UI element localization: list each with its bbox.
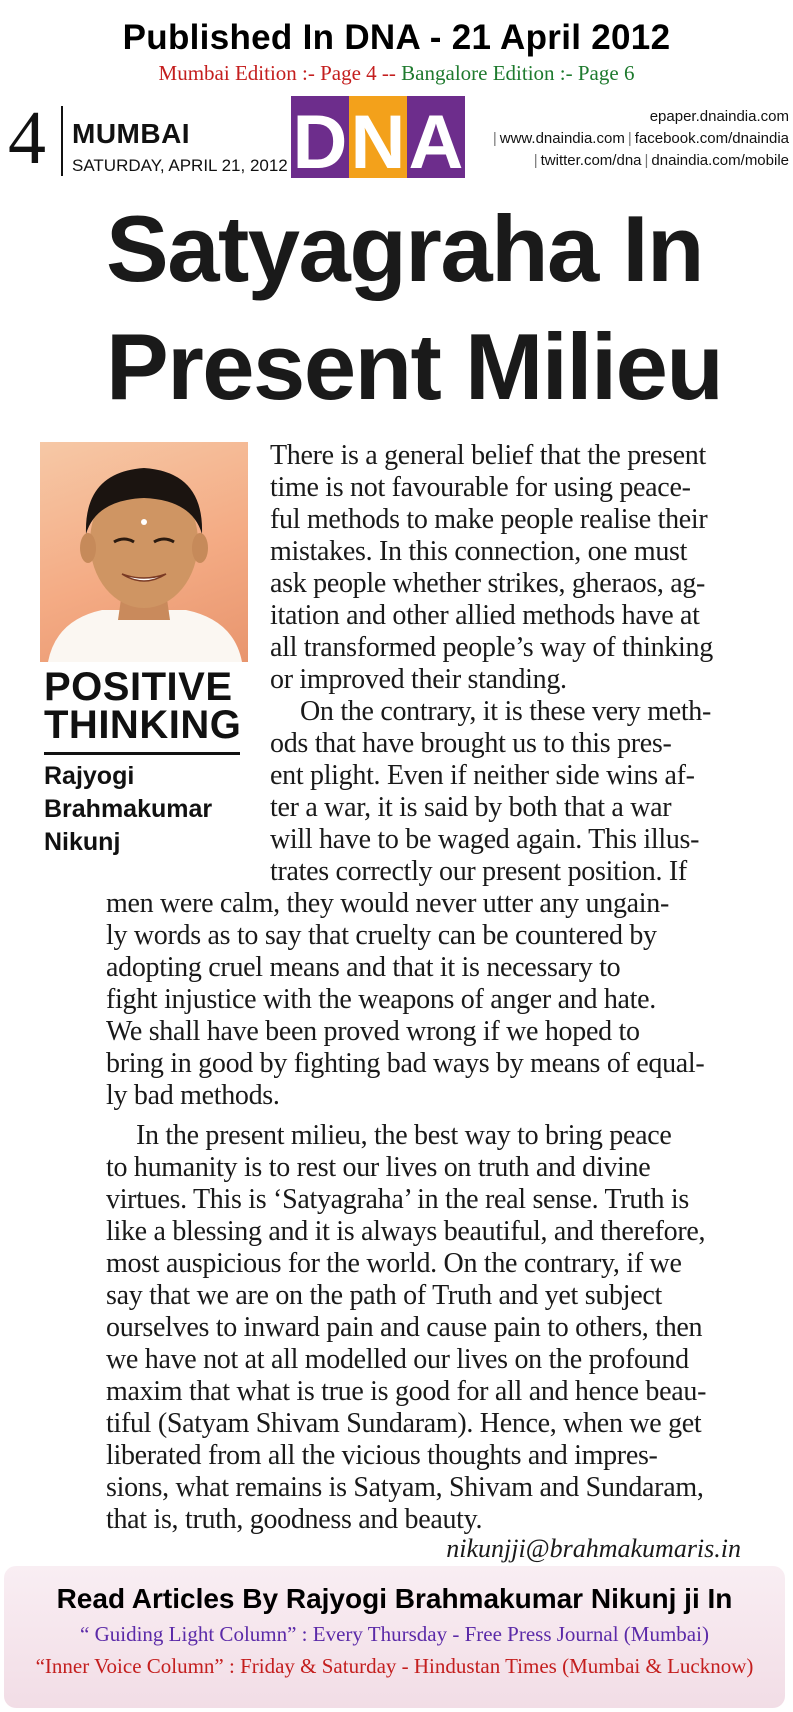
column-title-rule <box>44 752 240 755</box>
article-line: trates correctly our present position. If <box>270 856 687 887</box>
article-line: ourselves to inward pain and cause pain to others, then <box>106 1312 703 1343</box>
footer-promo-box <box>4 1566 785 1708</box>
footer-title: Read Articles By Rajyogi Brahmakumar Nikunj ji In <box>56 1583 733 1614</box>
article-line: ter a war, it is said by both that a war <box>270 792 672 823</box>
author-byline <box>44 760 212 859</box>
dna-logo <box>291 96 465 185</box>
article-line: men were calm, they would never utter any ungain- <box>106 888 669 919</box>
article-headline <box>106 190 786 426</box>
newspaper-masthead <box>0 92 793 184</box>
article-line: to humanity is to rest our lives on truth and divine <box>106 1152 651 1183</box>
issue-date: SATURDAY, APRIL 21, 2012 <box>72 156 288 175</box>
headline-line-2: Present Milieu <box>106 314 723 419</box>
headline-line-1: Satyagraha In <box>106 196 703 301</box>
article-line: all transformed people’s way of thinking <box>270 632 713 663</box>
logo-letter-d: D <box>291 96 349 178</box>
column-title-line-2: THINKING <box>44 703 242 747</box>
article-line: time is not favourable for using peace- <box>270 472 691 503</box>
footer-guiding-light-line: “ Guiding Light Column” : Every Thursday - Free Press Journal (Mumbai) <box>80 1622 709 1646</box>
author-email[interactable]: nikunjji@brahmakumaris.in <box>446 1534 741 1563</box>
facebook-link: facebook.com/dnaindia <box>634 130 789 147</box>
article-line: or improved their standing. <box>270 664 567 695</box>
article-line: On the contrary, it is these very meth- <box>300 696 712 727</box>
author-photo <box>40 442 248 662</box>
article-line: adopting cruel means and that it is necessary to <box>106 952 621 983</box>
website-link: www.dnaindia.com <box>499 130 625 147</box>
article-line: ly bad methods. <box>106 1080 280 1111</box>
article-line: itation and other allied methods have at <box>270 600 700 631</box>
footer-inner-voice-line: “Inner Voice Column” : Friday & Saturday - Hindustan Times (Mumbai & Lucknow) <box>35 1654 754 1678</box>
article-line: ent plight. Even if neither side wins af- <box>270 760 695 791</box>
logo-letter-a: A <box>407 96 465 178</box>
column-title <box>44 665 242 747</box>
column-title-line-1: POSITIVE <box>44 665 233 709</box>
masthead-divider <box>61 106 63 176</box>
article-line: maxim that what is true is good for all and hence beau- <box>106 1376 707 1407</box>
author-line-1: Rajyogi <box>44 762 135 790</box>
bangalore-edition: Bangalore Edition :- Page 6 <box>401 61 635 85</box>
article-line: like a blessing and it is always beautiful, and therefore, <box>106 1216 706 1247</box>
publication-header <box>0 18 793 86</box>
article-line: say that we are on the path of Truth and yet subject <box>106 1280 662 1311</box>
twitter-link: twitter.com/dna <box>540 152 642 169</box>
article-line: bring in good by fighting bad ways by means of equal- <box>106 1048 705 1079</box>
article-line: ods that have brought us to this pres- <box>270 728 672 759</box>
article-line: we have not at all modelled our lives on the profound <box>106 1344 689 1375</box>
article-line: tiful (Satyam Shivam Sundaram). Hence, when we get <box>106 1408 702 1439</box>
article-line: sions, what remains is Satyam, Shivam and Sundaram, <box>106 1472 704 1503</box>
article-line: liberated from all the vicious thoughts and impres- <box>106 1440 658 1471</box>
article-line: fight injustice with the weapons of anger and hate. <box>106 984 656 1015</box>
edition-line <box>0 60 793 86</box>
epaper-link: epaper.dnaindia.com <box>649 108 789 125</box>
article-line: most auspicious for the world. On the contrary, if we <box>106 1248 682 1279</box>
article-line: ly words as to say that cruelty can be countered by <box>106 920 657 951</box>
author-line-3: Nikunj <box>44 828 121 856</box>
masthead-links: epaper.dnaindia.com | www.dnaindia.com | facebook.com/dnaindia | twitter.com/dna | dnaindia.com/mobile <box>490 106 789 172</box>
article-line: In the present milieu, the best way to bring peace <box>136 1120 672 1151</box>
article-line: ful methods to make people realise their <box>270 504 708 535</box>
article-line: ask people whether strikes, gheraos, ag- <box>270 568 706 599</box>
edition-city: MUMBAI <box>72 118 191 149</box>
author-line-2: Brahmakumar <box>44 795 213 823</box>
article-line: that is, truth, goodness and beauty. <box>106 1504 483 1535</box>
published-title: Published In DNA - 21 April 2012 <box>122 18 671 57</box>
mobile-link: dnaindia.com/mobile <box>651 152 789 169</box>
mumbai-edition: Mumbai Edition :- Page 4 -- <box>158 61 396 85</box>
article-line: virtues. This is ‘Satyagraha’ in the real sense. Truth is <box>106 1184 690 1215</box>
article-line: will have to be waged again. This illus- <box>270 824 700 855</box>
article-line: mistakes. In this connection, one must <box>270 536 688 567</box>
page-number: 4 <box>8 96 46 180</box>
article-line: We shall have been proved wrong if we hoped to <box>106 1016 640 1047</box>
article-line: There is a general belief that the present <box>270 440 706 471</box>
logo-letter-n: N <box>349 96 407 178</box>
